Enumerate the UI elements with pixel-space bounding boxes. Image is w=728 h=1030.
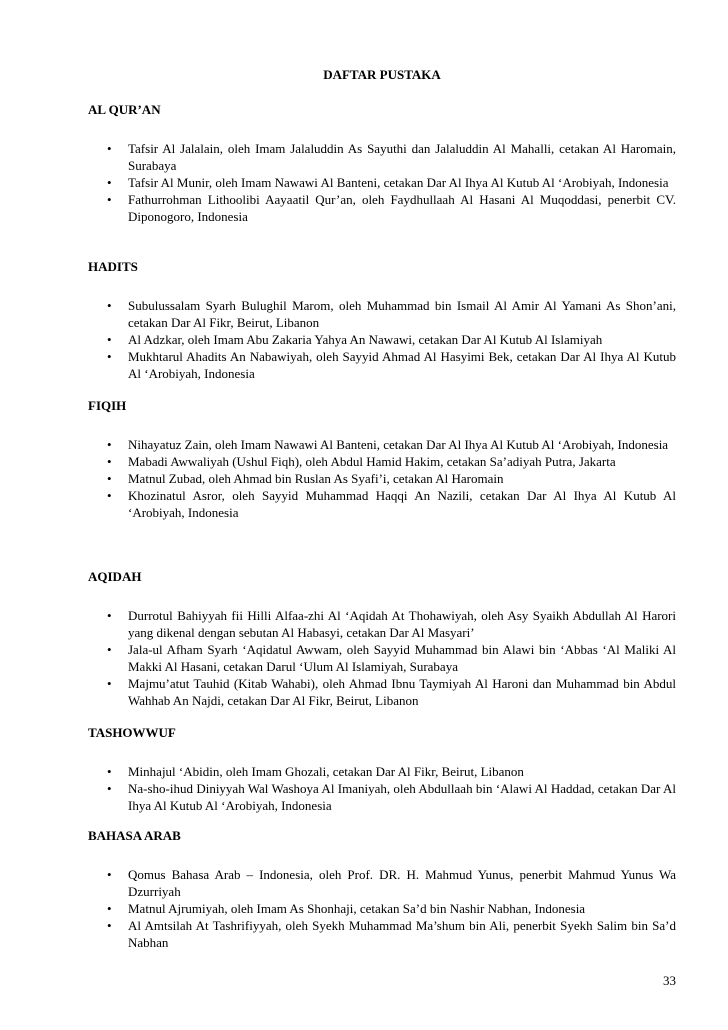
bullet-icon: • <box>107 175 112 190</box>
bullet-icon: • <box>107 349 112 364</box>
reference-item <box>88 763 676 780</box>
reference-text: Al Adzkar, oleh Imam Abu Zakaria Yahya An Nawawi, cetakan Dar Al Kutub Al Islamiyah <box>128 332 603 347</box>
reference-item <box>88 866 676 900</box>
bullet-icon: • <box>107 608 112 623</box>
reference-text: Durrotul Bahiyyah fii Hilli Alfaa-zhi Al ‘Aqidah At Thohawiyah, oleh Asy Syaikh Abdullah Al Harori yang dikenal dengan sebutan Al Habasyi, cetakan Dar Al Masyari’ <box>128 608 676 640</box>
section-hadits <box>88 259 676 382</box>
reference-item <box>88 900 676 917</box>
section-heading: FIQIH <box>88 398 127 413</box>
reference-item <box>88 607 676 641</box>
reference-list <box>88 607 676 709</box>
reference-text: Tafsir Al Munir, oleh Imam Nawawi Al Banteni, cetakan Dar Al Ihya Al Kutub Al ‘Arobiyah, Indonesia <box>128 175 669 190</box>
reference-text: Matnul Ajrumiyah, oleh Imam As Shonhaji, cetakan Sa’d bin Nashir Nabhan, Indonesia <box>128 901 586 916</box>
reference-text: Qomus Bahasa Arab – Indonesia, oleh Prof. DR. H. Mahmud Yunus, penerbit Mahmud Yunus Wa Dzurriyah <box>128 867 676 899</box>
bullet-icon: • <box>107 332 112 347</box>
bullet-icon: • <box>107 437 112 452</box>
reference-item <box>88 191 676 225</box>
reference-item <box>88 140 676 174</box>
document-page <box>88 0 676 1030</box>
reference-item <box>88 641 676 675</box>
section-fiqih <box>88 398 676 521</box>
bullet-icon: • <box>107 454 112 469</box>
reference-item <box>88 917 676 951</box>
page-number: 33 <box>663 973 676 988</box>
bullet-icon: • <box>107 298 112 313</box>
page-title: DAFTAR PUSTAKA <box>323 67 441 82</box>
reference-list <box>88 866 676 951</box>
reference-item <box>88 487 676 521</box>
reference-text: Jala-ul Afham Syarh ‘Aqidatul Awwam, oleh Sayyid Muhammad bin Alawi bin ‘Abbas ‘Al Maliki Al Makki Al Hasani, cetakan Darul ‘Ulum Al Islamiyah, Surabaya <box>128 642 676 674</box>
section-heading: HADITS <box>88 259 138 274</box>
bullet-icon: • <box>107 676 112 691</box>
reference-list <box>88 763 676 814</box>
reference-text: Al Amtsilah At Tashrifiyyah, oleh Syekh Muhammad Ma’shum bin Ali, penerbit Syekh Salim bin Sa’d Nabhan <box>128 918 676 950</box>
bullet-icon: • <box>107 918 112 933</box>
bullet-icon: • <box>107 192 112 207</box>
bullet-icon: • <box>107 488 112 503</box>
reference-text: Mukhtarul Ahadits An Nabawiyah, oleh Sayyid Ahmad Al Hasyimi Bek, cetakan Dar Al Ihya Al Kutub Al ‘Arobiyah, Indonesia <box>128 349 676 381</box>
bullet-icon: • <box>107 867 112 882</box>
bullet-icon: • <box>107 781 112 796</box>
reference-text: Tafsir Al Jalalain, oleh Imam Jalaluddin As Sayuthi dan Jalaluddin Al Mahalli, cetakan Al Haromain, Surabaya <box>128 141 676 173</box>
reference-text: Mabadi Awwaliyah (Ushul Fiqh), oleh Abdul Hamid Hakim, cetakan Sa’adiyah Putra, Jakarta <box>128 454 616 469</box>
reference-list <box>88 436 676 521</box>
section-heading: BAHASA ARAB <box>88 828 181 843</box>
bullet-icon: • <box>107 764 112 779</box>
reference-item <box>88 348 676 382</box>
reference-text: Na-sho-ihud Diniyyah Wal Washoya Al Imaniyah, oleh Abdullaah bin ‘Alawi Al Haddad, cetakan Dar Al Ihya Al Kutub Al ‘Arobiyah, Indonesia <box>128 781 676 813</box>
reference-text: Nihayatuz Zain, oleh Imam Nawawi Al Banteni, cetakan Dar Al Ihya Al Kutub Al ‘Arobiyah, Indonesia <box>128 437 669 452</box>
reference-item <box>88 436 676 453</box>
section-bahasa-arab <box>88 828 676 951</box>
section-tashowwuf <box>88 725 676 814</box>
bullet-icon: • <box>107 901 112 916</box>
reference-item <box>88 675 676 709</box>
bullet-icon: • <box>107 642 112 657</box>
reference-text: Majmu’atut Tauhid (Kitab Wahabi), oleh Ahmad Ibnu Taymiyah Al Haroni dan Muhammad bin Abdul Wahhab An Najdi, cetakan Dar Al Fikr, Beirut, Libanon <box>128 676 676 708</box>
reference-item <box>88 331 676 348</box>
reference-text: Minhajul ‘Abidin, oleh Imam Ghozali, cetakan Dar Al Fikr, Beirut, Libanon <box>128 764 524 779</box>
section-heading: AQIDAH <box>88 569 142 584</box>
reference-item <box>88 453 676 470</box>
bullet-icon: • <box>107 141 112 156</box>
reference-text: Matnul Zubad, oleh Ahmad bin Ruslan As Syafi’i, cetakan Al Haromain <box>128 471 504 486</box>
reference-text: Khozinatul Asror, oleh Sayyid Muhammad Haqqi An Nazili, cetakan Dar Al Ihya Al Kutub Al ‘Arobiyah, Indonesia <box>128 488 676 520</box>
reference-list <box>88 140 676 225</box>
reference-item <box>88 470 676 487</box>
section-heading: TASHOWWUF <box>88 725 176 740</box>
reference-item <box>88 297 676 331</box>
reference-list <box>88 297 676 382</box>
reference-item <box>88 174 676 191</box>
section-aqidah <box>88 569 676 709</box>
bullet-icon: • <box>107 471 112 486</box>
reference-item <box>88 780 676 814</box>
section-al-quran <box>88 102 676 225</box>
reference-text: Subulussalam Syarh Bulughil Marom, oleh Muhammad bin Ismail Al Amir Al Yamani As Shon’ani, cetakan Dar Al Fikr, Beirut, Libanon <box>128 298 676 330</box>
reference-text: Fathurrohman Lithoolibi Aayaatil Qur’an, oleh Faydhullaah Al Hasani Al Muqoddasi, penerbit CV. Diponogoro, Indonesia <box>128 192 676 224</box>
section-heading: AL QUR’AN <box>88 102 161 117</box>
